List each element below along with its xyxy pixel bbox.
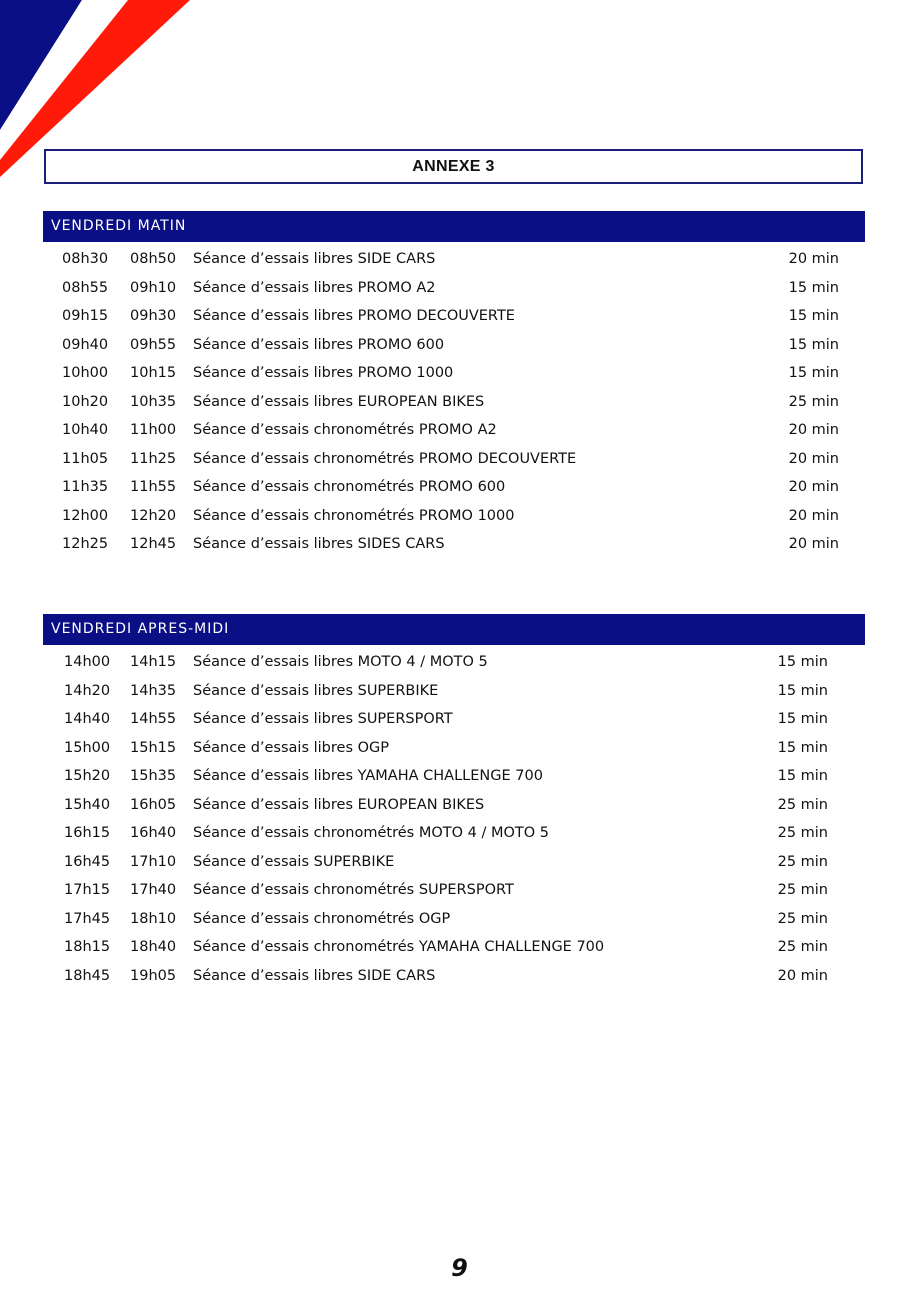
session-description: Séance d’essais chronométrés MOTO 4 / MOTO 5 bbox=[193, 825, 549, 841]
end-time: 18h10 bbox=[130, 910, 177, 927]
schedule-row bbox=[43, 848, 865, 877]
schedule-list-matin bbox=[43, 245, 865, 559]
schedule-row bbox=[43, 905, 865, 934]
end-time: 16h05 bbox=[130, 796, 177, 813]
session-description: Séance d’essais libres SIDE CARS bbox=[193, 251, 436, 267]
end-time: 19h05 bbox=[130, 967, 177, 984]
schedule-row bbox=[43, 302, 865, 331]
session-duration: 25 min bbox=[777, 796, 828, 813]
session-description: Séance d’essais libres SUPERSPORT bbox=[193, 711, 453, 727]
end-time: 11h55 bbox=[130, 479, 177, 495]
schedule-row bbox=[43, 274, 865, 303]
end-time: 17h10 bbox=[130, 853, 177, 870]
end-time: 10h35 bbox=[130, 393, 177, 410]
start-time: 14h00 bbox=[64, 654, 111, 670]
schedule-row bbox=[43, 388, 865, 417]
schedule-row bbox=[43, 648, 865, 677]
schedule-row bbox=[43, 791, 865, 820]
start-time: 18h15 bbox=[64, 939, 111, 955]
session-description: Séance d’essais libres EUROPEAN BIKES bbox=[193, 796, 485, 813]
schedule-row bbox=[43, 677, 865, 706]
end-time: 12h45 bbox=[130, 536, 177, 552]
schedule-row bbox=[43, 933, 865, 962]
session-description: Séance d’essais libres PROMO 600 bbox=[193, 336, 445, 353]
session-duration: 15 min bbox=[777, 682, 828, 699]
session-duration: 20 min bbox=[788, 536, 839, 552]
session-duration: 15 min bbox=[788, 279, 839, 296]
session-duration: 25 min bbox=[777, 882, 828, 898]
schedule-row bbox=[43, 734, 865, 763]
end-time: 16h40 bbox=[130, 825, 177, 841]
session-description: Séance d’essais libres SUPERBIKE bbox=[193, 682, 439, 699]
session-duration: 20 min bbox=[788, 479, 839, 495]
schedule-row bbox=[43, 473, 865, 502]
schedule-row bbox=[43, 530, 865, 559]
session-duration: 25 min bbox=[777, 825, 828, 841]
end-time: 09h10 bbox=[130, 279, 177, 296]
start-time: 10h20 bbox=[62, 393, 109, 410]
session-description: Séance d’essais libres MOTO 4 / MOTO 5 bbox=[193, 654, 488, 670]
schedule-row bbox=[43, 445, 865, 474]
end-time: 14h35 bbox=[130, 682, 177, 699]
section-header-apres-midi: VENDREDI APRES-MIDI bbox=[43, 614, 865, 645]
session-description: Séance d’essais libres YAMAHA CHALLENGE 700 bbox=[193, 768, 543, 784]
session-description: Séance d’essais libres SIDE CARS bbox=[193, 967, 436, 984]
session-duration: 15 min bbox=[777, 711, 828, 727]
start-time: 18h45 bbox=[64, 967, 111, 984]
session-duration: 15 min bbox=[777, 654, 828, 670]
session-duration: 15 min bbox=[777, 768, 828, 784]
session-duration: 25 min bbox=[777, 910, 828, 927]
schedule-list-apres-midi bbox=[43, 648, 865, 990]
session-description: Séance d’essais chronométrés YAMAHA CHALLENGE 700 bbox=[193, 939, 605, 955]
schedule-row bbox=[43, 331, 865, 360]
session-duration: 15 min bbox=[788, 365, 839, 381]
end-time: 17h40 bbox=[130, 882, 177, 898]
session-description: Séance d’essais libres PROMO 1000 bbox=[193, 365, 454, 381]
end-time: 08h50 bbox=[130, 251, 177, 267]
end-time: 18h40 bbox=[130, 939, 177, 955]
session-description: Séance d’essais libres PROMO A2 bbox=[193, 279, 436, 296]
session-description: Séance d’essais chronométrés OGP bbox=[193, 910, 451, 927]
schedule-row bbox=[43, 245, 865, 274]
schedule-row bbox=[43, 762, 865, 791]
end-time: 15h15 bbox=[130, 739, 177, 756]
start-time: 11h35 bbox=[62, 479, 109, 495]
start-time: 14h20 bbox=[64, 682, 111, 699]
start-time: 17h45 bbox=[64, 910, 111, 927]
start-time: 10h00 bbox=[62, 365, 109, 381]
start-time: 16h15 bbox=[64, 825, 111, 841]
annexe-title-box bbox=[44, 149, 863, 184]
start-time: 09h40 bbox=[62, 336, 109, 353]
start-time: 12h00 bbox=[62, 507, 109, 524]
session-description: Séance d’essais chronométrés PROMO 1000 bbox=[193, 507, 515, 524]
end-time: 10h15 bbox=[130, 365, 177, 381]
start-time: 12h25 bbox=[62, 536, 109, 552]
annexe-title: ANNEXE 3 bbox=[412, 158, 495, 175]
schedule-row bbox=[43, 359, 865, 388]
end-time: 11h25 bbox=[130, 450, 177, 467]
start-time: 17h15 bbox=[64, 882, 111, 898]
start-time: 08h30 bbox=[62, 251, 109, 267]
end-time: 14h55 bbox=[130, 711, 177, 727]
session-description: Séance d’essais chronométrés PROMO DECOUVERTE bbox=[193, 450, 577, 467]
session-description: Séance d’essais libres EUROPEAN BIKES bbox=[193, 393, 485, 410]
schedule-row bbox=[43, 705, 865, 734]
start-time: 14h40 bbox=[64, 711, 111, 727]
schedule-row bbox=[43, 502, 865, 531]
session-description: Séance d’essais chronométrés PROMO 600 bbox=[193, 479, 506, 495]
schedule-row bbox=[43, 962, 865, 991]
start-time: 15h40 bbox=[64, 796, 111, 813]
session-duration: 20 min bbox=[788, 422, 839, 438]
start-time: 09h15 bbox=[62, 308, 109, 324]
end-time: 09h55 bbox=[130, 336, 177, 353]
session-duration: 15 min bbox=[777, 739, 828, 756]
session-description: Séance d’essais libres OGP bbox=[193, 739, 390, 756]
session-description: Séance d’essais chronométrés PROMO A2 bbox=[193, 422, 497, 438]
start-time: 08h55 bbox=[62, 279, 109, 296]
schedule-row bbox=[43, 819, 865, 848]
end-time: 11h00 bbox=[130, 422, 177, 438]
schedule-row bbox=[43, 416, 865, 445]
start-time: 16h45 bbox=[64, 853, 111, 870]
session-duration: 20 min bbox=[788, 450, 839, 467]
start-time: 15h20 bbox=[64, 768, 111, 784]
end-time: 15h35 bbox=[130, 768, 177, 784]
end-time: 09h30 bbox=[130, 308, 177, 324]
session-duration: 20 min bbox=[788, 507, 839, 524]
page-number: 9 bbox=[451, 1254, 468, 1282]
section-vendredi-apres-midi bbox=[43, 614, 865, 990]
section-vendredi-matin bbox=[43, 211, 865, 559]
end-time: 12h20 bbox=[130, 507, 177, 524]
session-description: Séance d’essais libres PROMO DECOUVERTE bbox=[193, 308, 515, 324]
start-time: 11h05 bbox=[62, 450, 109, 467]
start-time: 10h40 bbox=[62, 422, 109, 438]
session-description: Séance d’essais libres SIDES CARS bbox=[193, 536, 445, 552]
schedule-row bbox=[43, 876, 865, 905]
session-description: Séance d’essais chronométrés SUPERSPORT bbox=[193, 882, 514, 898]
end-time: 14h15 bbox=[130, 654, 177, 670]
session-duration: 15 min bbox=[788, 336, 839, 353]
session-duration: 25 min bbox=[777, 853, 828, 870]
session-description: Séance d’essais SUPERBIKE bbox=[193, 853, 395, 870]
session-duration: 25 min bbox=[788, 393, 839, 410]
session-duration: 20 min bbox=[777, 967, 828, 984]
section-header-matin: VENDREDI MATIN bbox=[43, 211, 865, 242]
session-duration: 20 min bbox=[788, 251, 839, 267]
start-time: 15h00 bbox=[64, 739, 111, 756]
session-duration: 25 min bbox=[777, 939, 828, 955]
session-duration: 15 min bbox=[788, 308, 839, 324]
